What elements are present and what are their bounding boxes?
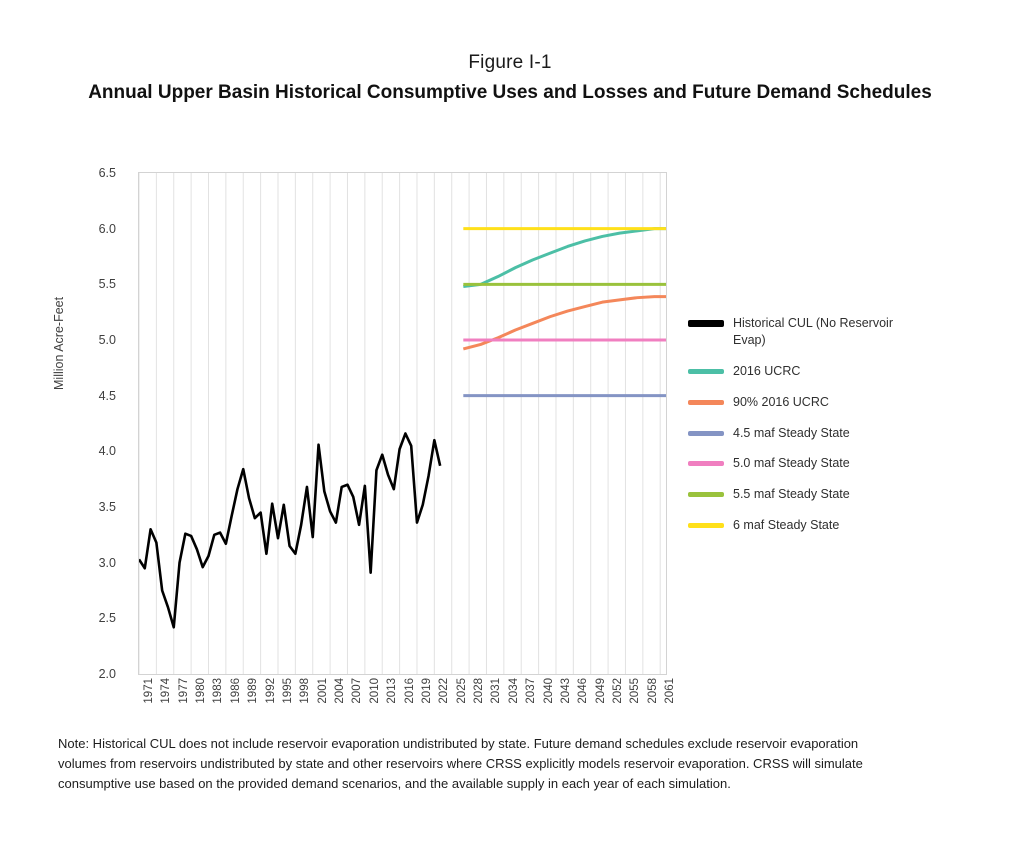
legend-item[interactable]: [688, 394, 988, 411]
chart: [52, 160, 690, 720]
x-axis-tick-label: 2052: [612, 678, 625, 704]
x-axis-tick-label: 2004: [334, 678, 347, 704]
y-axis-tick-label: 2.0: [98, 667, 116, 681]
x-axis-tick-label: 2013: [386, 678, 399, 704]
y-axis-tick-label: 3.5: [98, 500, 116, 514]
y-axis-tick-label: 4.0: [98, 444, 116, 459]
y-axis-tick-label: 4.5: [98, 388, 116, 403]
x-axis-tick-label: 2043: [559, 678, 572, 704]
x-axis-tick-label: 2022: [438, 678, 451, 704]
legend-swatch-icon: [688, 461, 724, 466]
legend-item[interactable]: [688, 517, 988, 534]
legend-item-label: 6 maf Steady State: [733, 518, 840, 533]
legend-swatch-icon: [688, 320, 724, 327]
x-axis-tick-label: 2046: [577, 678, 590, 704]
y-axis-tick-label: 6.5: [98, 166, 116, 180]
x-axis-tick-label: 1980: [195, 678, 208, 704]
y-axis-ticks: [70, 166, 720, 681]
y-axis-tick-label: 6.0: [98, 221, 116, 236]
legend-item[interactable]: [688, 315, 988, 349]
x-axis-tick-label: 1995: [281, 678, 294, 704]
x-axis-tick-label: 1971: [143, 678, 155, 704]
y-axis-tick-label: 5.5: [98, 277, 116, 292]
legend-item[interactable]: [688, 455, 988, 472]
x-axis-tick-label: 2016: [403, 678, 416, 704]
legend-swatch-icon: [688, 523, 724, 528]
x-axis-tick-label: 1977: [177, 678, 190, 704]
x-axis-tick-label: 2061: [664, 678, 677, 704]
x-axis-tick-label: 2037: [525, 678, 538, 704]
legend-item[interactable]: [688, 425, 988, 442]
legend-item-label: Historical CUL (No Reservoir Evap): [733, 316, 893, 347]
legend-item[interactable]: [688, 363, 988, 380]
chart-legend: [688, 315, 988, 548]
legend-swatch-icon: [688, 400, 724, 405]
x-axis-tick-label: 1986: [229, 678, 242, 704]
y-axis-tick-label: 3.0: [98, 555, 116, 570]
legend-item-label: 5.5 maf Steady State: [733, 487, 850, 502]
x-axis-tick-label: 2049: [594, 678, 607, 704]
x-axis-tick-label: 2040: [542, 678, 555, 704]
legend-item-label: 2016 UCRC: [733, 363, 801, 378]
x-axis-tick-label: 2025: [455, 678, 468, 704]
x-axis-tick-label: 2055: [629, 678, 642, 704]
y-axis-title: Million Acre-Feet: [52, 296, 66, 390]
legend-item-label: 90% 2016 UCRC: [733, 394, 829, 409]
x-axis-tick-label: 2034: [507, 678, 520, 704]
legend-item-label: 4.5 maf Steady State: [733, 425, 850, 440]
legend-swatch-icon: [688, 431, 724, 436]
legend-swatch-icon: [688, 492, 724, 497]
x-axis-tick-label: 2031: [490, 678, 503, 704]
figure-number: Figure I-1: [468, 52, 552, 73]
y-axis-tick-label: 2.5: [98, 611, 116, 626]
x-axis-tick-label: 1989: [247, 678, 260, 704]
figure-title-block: [60, 52, 960, 106]
x-axis-tick-label: 2058: [646, 678, 659, 704]
legend-item[interactable]: [688, 486, 988, 503]
page-title: Annual Upper Basin Historical Consumptive Uses and Losses and Future Demand Schedules: [88, 82, 932, 103]
x-axis-tick-label: 1998: [299, 678, 312, 704]
y-axis-tick-label: 5.0: [98, 333, 116, 347]
x-axis-tick-label: 2007: [351, 678, 364, 704]
figure-note: Note: Historical CUL does not include reservoir evaporation undistributed by state. Future demand schedules exclude reservoir evaporation volumes from reservoirs undistributed by state and other reservoirs where CRSS explicitly models reservoir evaporation. CRSS will simulate consumptive use based on the provided demand scenarios, and the available supply in each year of each simulation.: [58, 736, 863, 792]
x-axis-tick-label: 1983: [212, 678, 225, 704]
x-axis-tick-label: 2010: [368, 678, 381, 704]
x-axis-tick-label: 2028: [473, 678, 486, 704]
x-axis-tick-label: 1974: [160, 678, 173, 704]
x-axis-tick-label: 2019: [420, 678, 433, 704]
x-axis-tick-label: 2001: [316, 678, 329, 704]
legend-item-label: 5.0 maf Steady State: [733, 456, 850, 471]
legend-swatch-icon: [688, 369, 724, 374]
x-axis-tick-label: 1992: [264, 678, 277, 704]
